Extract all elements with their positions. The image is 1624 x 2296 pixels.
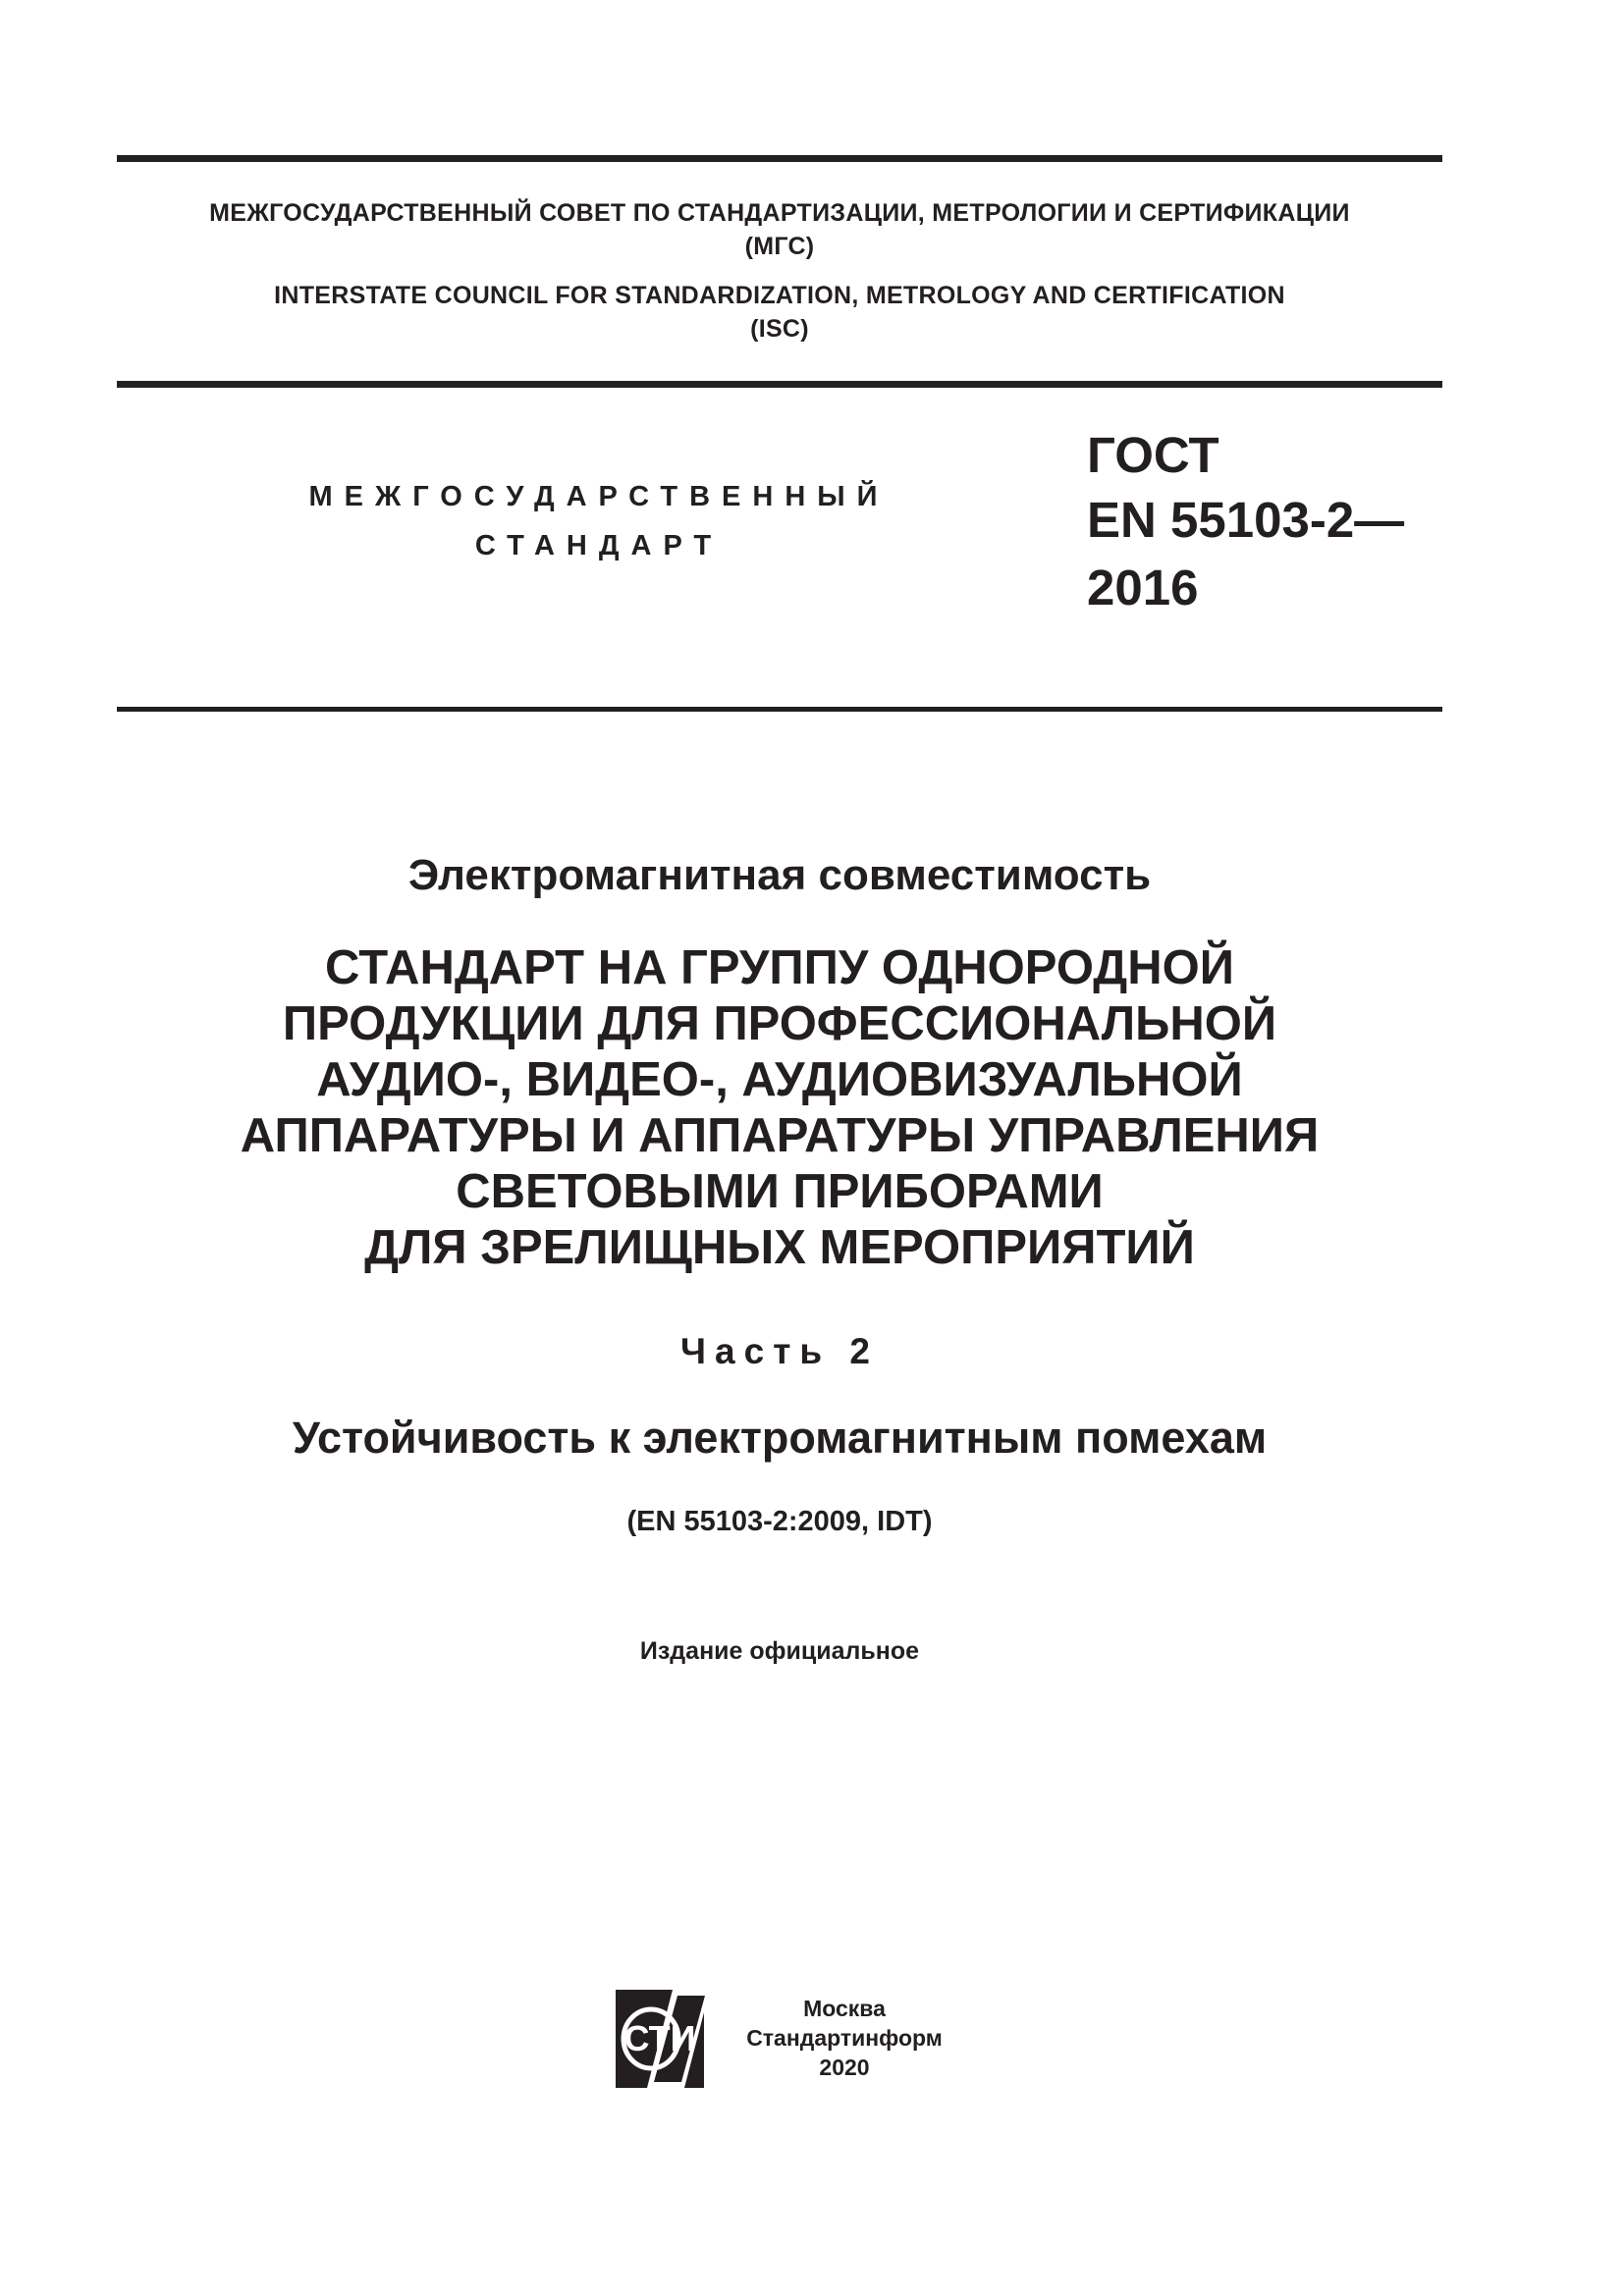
council-abbr-en: (ISC) [750, 315, 809, 343]
designation-divider [117, 707, 1442, 712]
gost-designation-line1: ГОСТ [1087, 427, 1219, 483]
standartinform-logo-icon [614, 1988, 712, 2090]
logo-lettering: СТИ [623, 2018, 696, 2058]
main-title-line: СТАНДАРТ НА ГРУППУ ОДНОРОДНОЙ [325, 941, 1234, 994]
main-title-line: ДЛЯ ЗРЕЛИЩНЫХ МЕРОПРИЯТИЙ [364, 1221, 1195, 1274]
part-title: Устойчивость к электромагнитным помехам [292, 1413, 1268, 1463]
main-title-line: АППАРАТУРЫ И АППАРАТУРЫ УПРАВЛЕНИЯ [240, 1109, 1320, 1162]
equivalence-note: (EN 55103-2:2009, IDT) [626, 1506, 933, 1537]
council-name-ru: МЕЖГОСУДАРСТВЕННЫЙ СОВЕТ ПО СТАНДАРТИЗАЦИИ, МЕТРОЛОГИИ И СЕРТИФИКАЦИИ [209, 199, 1350, 227]
interstate-label-line2: СТАНДАРТ [474, 530, 724, 561]
council-abbr-ru: (МГС) [744, 233, 815, 260]
top-rule [117, 155, 1442, 162]
part-label: Часть 2 [680, 1331, 879, 1371]
publisher-city: Москва [803, 1996, 886, 2021]
main-title [117, 940, 1442, 1276]
publisher-name: Стандартинформ [746, 2025, 943, 2051]
main-title-line: ПРОДУКЦИИ ДЛЯ ПРОФЕССИОНАЛЬНОЙ [282, 997, 1277, 1050]
council-divider [117, 381, 1442, 388]
council-name-en: INTERSTATE COUNCIL FOR STANDARDIZATION, METROLOGY AND CERTIFICATION [274, 282, 1285, 309]
edition-note: Издание официальное [639, 1637, 920, 1665]
interstate-label-line1: МЕЖГОСУДАРСТВЕННЫЙ [308, 481, 890, 512]
publisher-year: 2020 [819, 2055, 870, 2080]
gost-designation-line2: EN 55103-2— [1087, 492, 1405, 548]
main-title-line: АУДИО-, ВИДЕО-, АУДИОВИЗУАЛЬНОЙ [316, 1053, 1243, 1106]
publisher-block [727, 1994, 962, 2082]
subject-title: Электромагнитная совместимость [407, 851, 1152, 899]
gost-designation-year: 2016 [1087, 560, 1199, 615]
main-title-line: СВЕТОВЫМИ ПРИБОРАМИ [456, 1165, 1104, 1218]
